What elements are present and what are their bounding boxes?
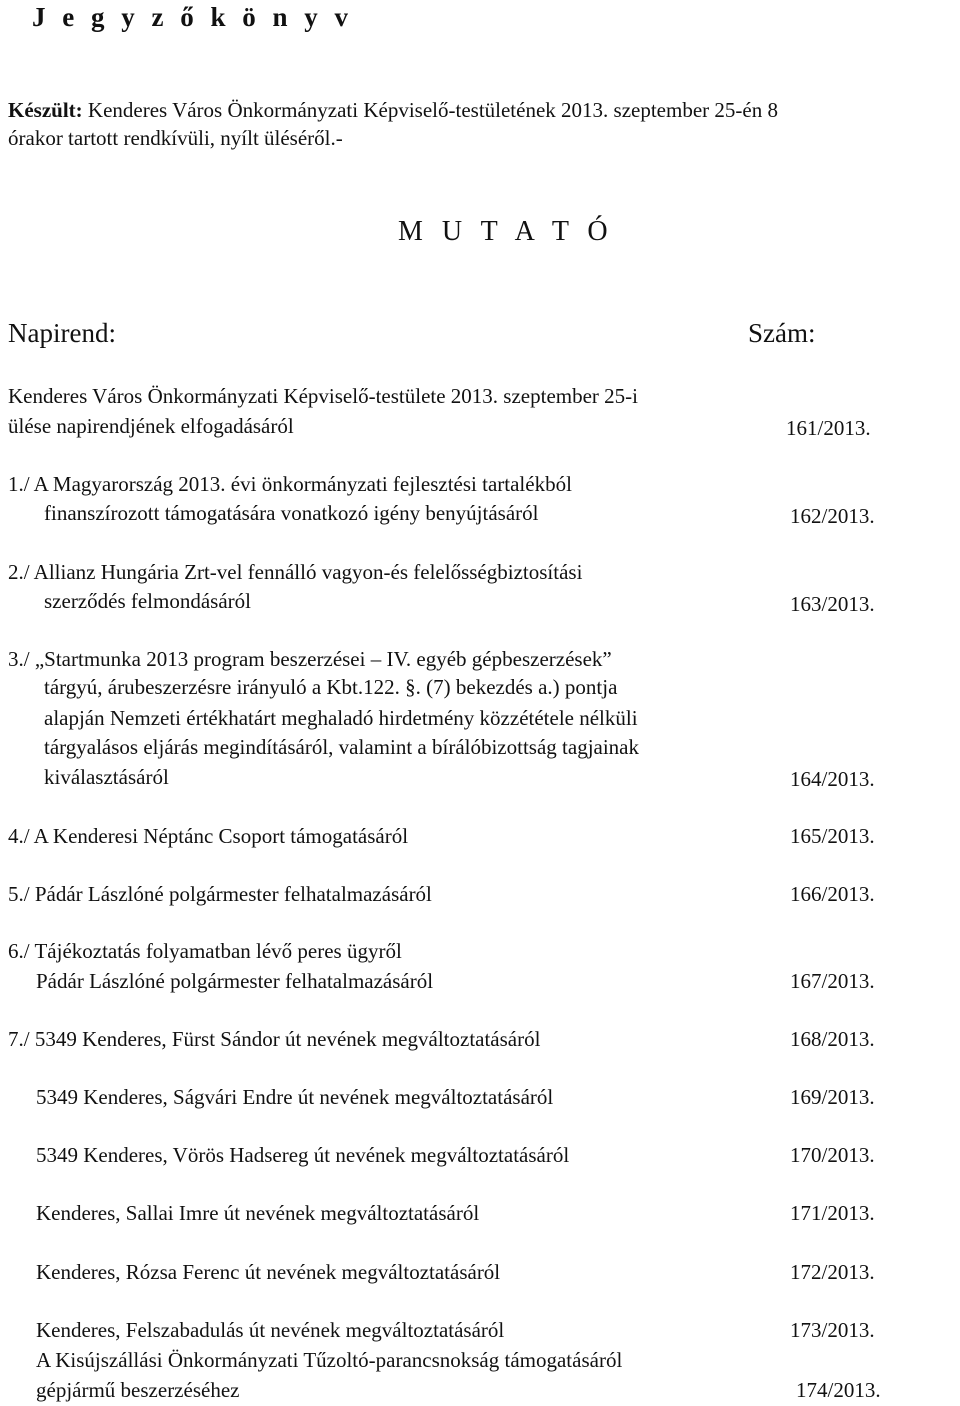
index-heading: M U T A T Ó [398,216,614,247]
resolution-number: 167/2013. [790,969,875,993]
item-line: Kenderes, Rózsa Ferenc út nevének megváltoztatásáról [36,1260,501,1284]
item-line: tárgyalásos eljárás megindításáról, valamint a bírálóbizottság tagjainak [44,735,640,759]
item-line: 3./ „Startmunka 2013 program beszerzései – IV. egyéb gépbeszerzések” [8,647,612,671]
item-line: Pádár Lászlóné polgármester felhatalmazásáról [36,969,434,993]
item-line: 4./ A Kenderesi Néptánc Csoport támogatásáról [8,824,409,848]
item-line: gépjármű beszerzéséhez [36,1378,240,1402]
intro-line-2: órakor tartott rendkívüli, nyílt üléséről.- [8,126,343,150]
item-line: 2./ Allianz Hungária Zrt-vel fennálló vagyon-és felelősségbiztosítási [8,560,583,584]
intro-line-1 [8,100,778,121]
item-line: tárgyú, árubeszerzésre irányuló a Kbt.122. §. (7) bekezdés a.) pontja [44,675,618,699]
resolution-number: 170/2013. [790,1143,875,1167]
document-title: J e g y z ő k ö n y v [32,2,353,32]
intro-label: Készült: [8,98,83,122]
item-line: 7./ 5349 Kenderes, Fürst Sándor út nevének megváltoztatásáról [8,1027,541,1051]
resolution-number: 172/2013. [790,1260,875,1284]
resolution-number: 164/2013. [790,767,875,791]
resolution-number: 165/2013. [790,824,875,848]
resolution-number: 161/2013. [786,416,871,440]
item-line: A Kisújszállási Önkormányzati Tűzoltó-parancsnokság támogatásáról [36,1348,623,1372]
resolution-number: 171/2013. [790,1201,875,1225]
resolution-number: 174/2013. [796,1378,881,1402]
item-line: 5349 Kenderes, Ságvári Endre út nevének megváltoztatásáról [36,1085,554,1109]
item-line: kiválasztásáról [44,765,169,789]
item-line: alapján Nemzeti értékhatárt meghaladó hirdetmény közzététele nélküli [44,706,638,730]
resolution-number: 166/2013. [790,882,875,906]
intro-text-1: Kenderes Város Önkormányzati Képviselő-testületének 2013. szeptember 25-én 8 [82,98,778,122]
item-line: Kenderes Város Önkormányzati Képviselő-testülete 2013. szeptember 25-i [8,384,638,408]
resolution-number: 173/2013. [790,1318,875,1342]
item-line: finanszírozott támogatására vonatkozó igény benyújtásáról [44,501,539,525]
item-line: 1./ A Magyarország 2013. évi önkormányzati fejlesztési tartalékból [8,472,572,496]
resolution-number: 169/2013. [790,1085,875,1109]
item-line: Kenderes, Felszabadulás út nevének megváltoztatásáról [36,1318,505,1342]
item-line: Kenderes, Sallai Imre út nevének megváltoztatásáról [36,1201,480,1225]
resolution-number: 163/2013. [790,592,875,616]
item-line: 5./ Pádár Lászlóné polgármester felhatalmazásáról [8,882,432,906]
resolution-number: 162/2013. [790,504,875,528]
number-header: Szám: [748,318,816,348]
agenda-header: Napirend: [8,318,116,348]
item-line: 5349 Kenderes, Vörös Hadsereg út nevének megváltoztatásáról [36,1143,570,1167]
item-line: 6./ Tájékoztatás folyamatban lévő peres ügyről [8,939,402,963]
resolution-number: 168/2013. [790,1027,875,1051]
item-line: szerződés felmondásáról [44,589,251,613]
item-line: ülése napirendjének elfogadásáról [8,414,294,438]
